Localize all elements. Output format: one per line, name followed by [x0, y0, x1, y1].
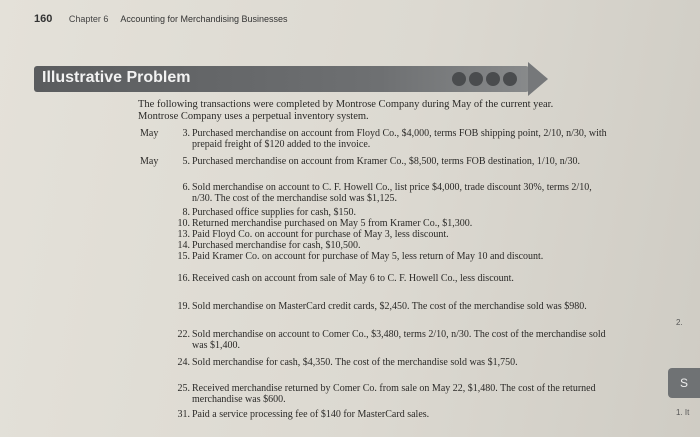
- transaction-date: 19.: [177, 301, 190, 312]
- transaction-text: Purchased merchandise on account from Kramer Co., $8,500, terms FOB destination, 1/10, n/30.: [192, 156, 580, 167]
- banner-arrow-icon: [528, 62, 548, 96]
- transaction-date: 25.: [177, 383, 190, 394]
- transaction-text: Sold merchandise for cash, $4,350. The cost of the merchandise sold was $1,750.: [192, 357, 518, 368]
- banner-dot-icon: [503, 72, 517, 86]
- transaction-date: 8.: [182, 207, 190, 218]
- transaction-entry: [182, 182, 612, 204]
- transaction-entry: [140, 156, 612, 167]
- transaction-entry: [177, 357, 612, 368]
- transaction-date: 13.: [177, 229, 190, 240]
- transaction-date: 16.: [177, 273, 190, 284]
- transaction-text: Purchased merchandise on account from Floyd Co., $4,000, terms FOB shipping point, 2/10, n/30, with prepaid freight of $120 added to the invoice.: [192, 128, 607, 150]
- transaction-date: 10.: [177, 218, 190, 229]
- transaction-text: Sold merchandise on MasterCard credit cards, $2,450. The cost of the merchandise sold was $980.: [192, 301, 587, 312]
- transaction-entry: [177, 273, 612, 284]
- chapter-title: Accounting for Merchandising Businesses: [120, 14, 288, 24]
- transaction-entry: [177, 383, 612, 405]
- transaction-entry: [140, 128, 612, 150]
- transaction-entry: [177, 229, 612, 240]
- transaction-month: May: [140, 128, 159, 139]
- transaction-month: May: [140, 156, 159, 167]
- transaction-date: 22.: [177, 329, 190, 340]
- transaction-text: Sold merchandise on account to C. F. Howell Co., list price $4,000, trade discount 30%, terms 2/10, n/30. The cost of the merchandise sold was $1,125.: [192, 182, 592, 204]
- transaction-text: Returned merchandise purchased on May 5 from Kramer Co., $1,300.: [192, 218, 473, 229]
- banner-dot-icon: [452, 72, 466, 86]
- transaction-text: Received cash on account from sale of May 6 to C. F. Howell Co., less discount.: [192, 273, 514, 284]
- margin-note: 2.: [676, 318, 683, 327]
- transaction-date: 6.: [182, 182, 190, 193]
- transaction-entry: [177, 251, 612, 262]
- transaction-date: 31.: [177, 409, 190, 420]
- transaction-text: Paid Kramer Co. on account for purchase of May 5, less return of May 10 and discount.: [192, 251, 544, 262]
- page-number: 160: [34, 13, 53, 25]
- transaction-date: 24.: [177, 357, 190, 368]
- transaction-entry: [177, 329, 612, 351]
- section-banner: [34, 66, 529, 92]
- banner-dot-icon: [469, 72, 483, 86]
- page-header: [34, 13, 288, 25]
- transaction-entry: [177, 240, 612, 251]
- transaction-text: Paid a service processing fee of $140 for MasterCard sales.: [192, 409, 430, 420]
- transaction-text: Purchased office supplies for cash, $150.: [192, 207, 356, 218]
- transaction-entry: [177, 218, 612, 229]
- chapter-label: Chapter 6: [68, 14, 109, 24]
- transaction-date: 5.: [182, 156, 190, 167]
- margin-note: 1. It: [676, 408, 690, 417]
- banner-dots: [449, 72, 517, 91]
- transaction-date: 14.: [177, 240, 190, 251]
- transaction-text: Paid Floyd Co. on account for purchase of May 3, less discount.: [192, 229, 449, 240]
- transaction-entry: [182, 207, 612, 218]
- section-title: Illustrative Problem: [42, 69, 191, 86]
- transaction-entry: [177, 301, 612, 312]
- banner-dot-icon: [486, 72, 500, 86]
- transaction-date: 3.: [182, 128, 190, 139]
- transaction-text: Purchased merchandise for cash, $10,500.: [192, 240, 361, 251]
- transaction-text: Sold merchandise on account to Comer Co., $3,480, terms 2/10, n/30. The cost of the merchandise sold was $1,400.: [192, 329, 606, 351]
- transaction-text: Received merchandise returned by Comer Co. from sale on May 22, $1,480. The cost of the returned merchandise was $600.: [192, 383, 596, 405]
- transaction-date: 15.: [177, 251, 190, 262]
- transaction-entry: [177, 409, 612, 420]
- problem-intro: The following transactions were completed by Montrose Company during May of the current year. Montrose Company uses a perpetual inventory system.: [138, 99, 554, 122]
- sidebar-tab: S: [668, 368, 700, 398]
